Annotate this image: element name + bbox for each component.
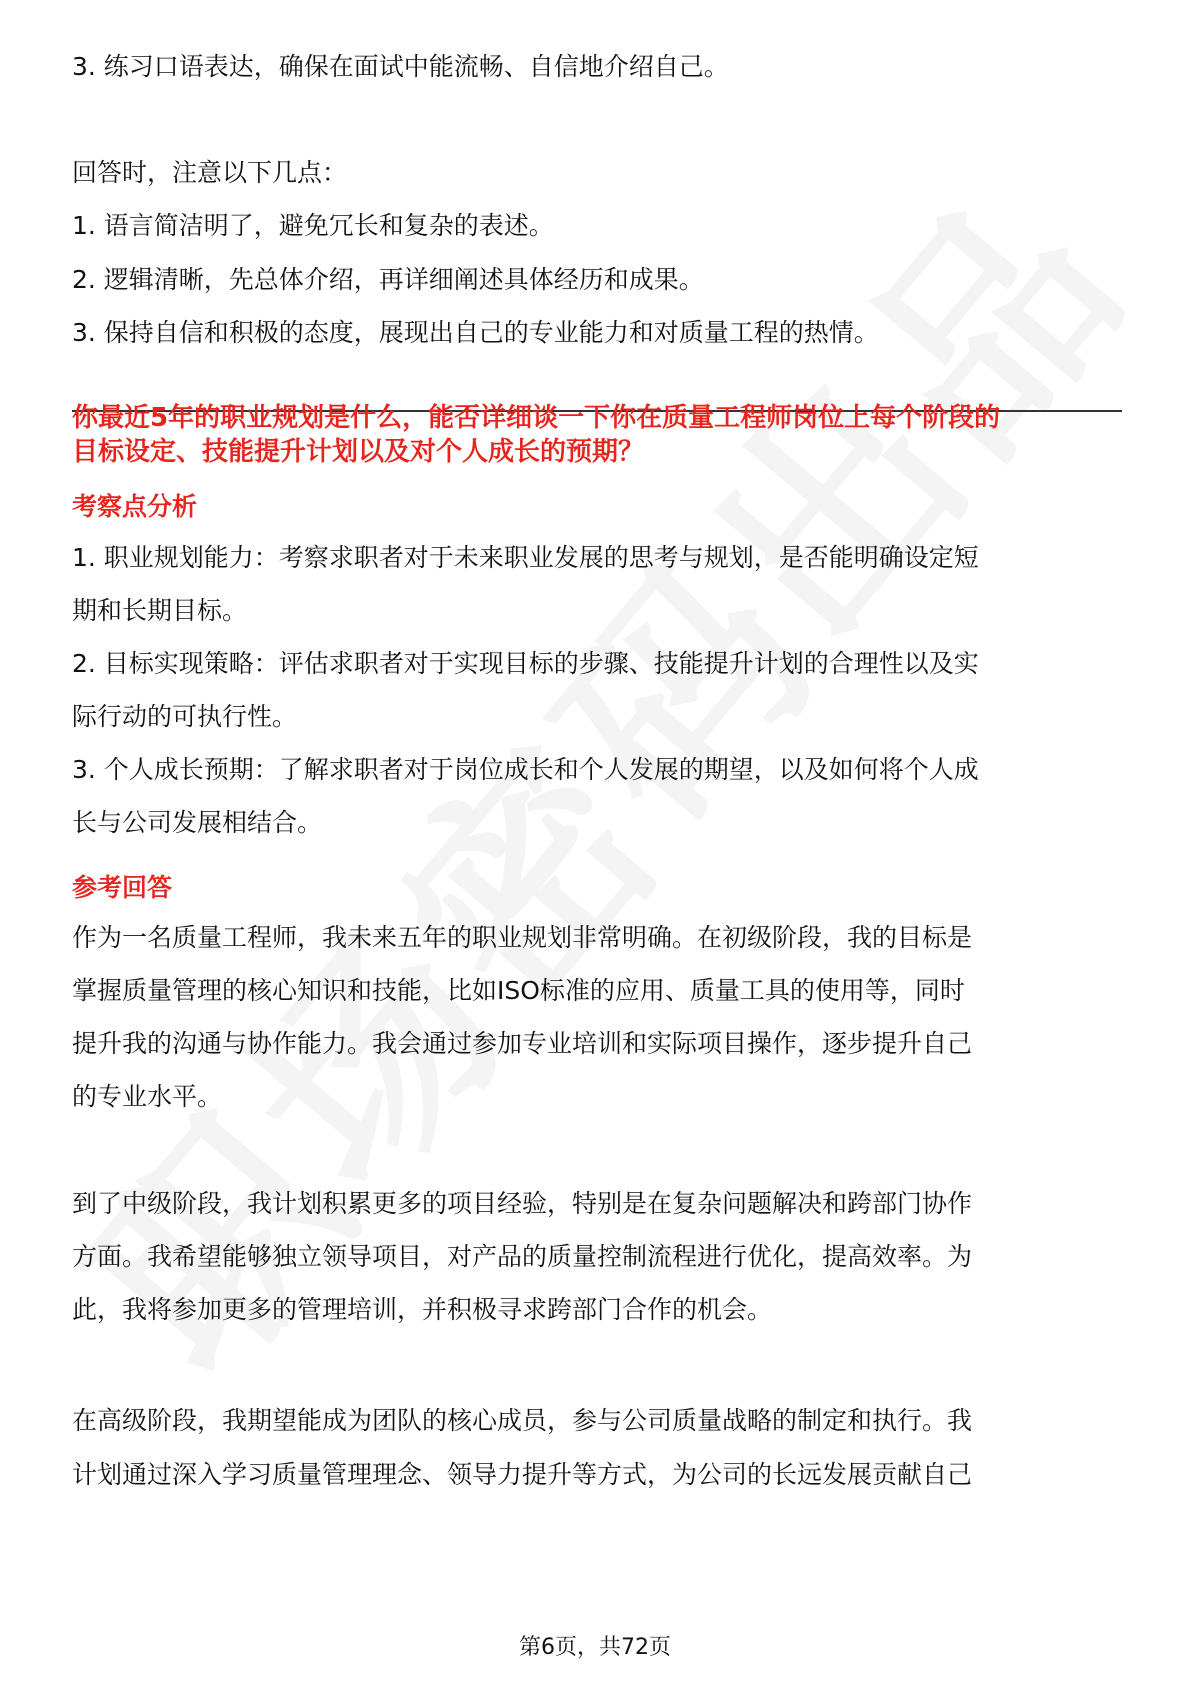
answer-line: 此，我将参加更多的管理培训，并积极寻求跨部门合作的机会。	[72, 1295, 773, 1324]
answer-line: 到了中级阶段，我计划积累更多的项目经验，特别是在复杂问题解决和跨部门协作	[72, 1189, 973, 1218]
answer-line: 计划通过深入学习质量管理理念、领导力提升等方式，为公司的长远发展贡献自己	[72, 1460, 973, 1489]
analysis-line: 1. 职业规划能力：考察求职者对于未来职业发展的思考与规划，是否能明确设定短	[72, 543, 979, 572]
tips-item: 1. 语言简洁明了，避免冗长和复杂的表述。	[72, 211, 554, 240]
analysis-line: 际行动的可执行性。	[72, 702, 298, 731]
analysis-line: 期和长期目标。	[72, 596, 248, 625]
tips-item: 3. 保持自信和积极的态度，展现出自己的专业能力和对质量工程的热情。	[72, 318, 879, 347]
tips-item: 2. 逻辑清晰，先总体介绍，再详细阐述具体经历和成果。	[72, 265, 704, 294]
question-line: 目标设定、技能提升计划以及对个人成长的预期？	[72, 437, 645, 467]
answer-line: 提升我的沟通与协作能力。我会通过参加专业培训和实际项目操作，逐步提升自己	[72, 1029, 973, 1058]
question-line: 你最近5年的职业规划是什么，能否详细谈一下你在质量工程师岗位上每个阶段的	[72, 403, 1001, 433]
page-number: 第6页，共72页	[519, 1635, 671, 1660]
analysis-heading: 考察点分析	[72, 492, 198, 521]
text-line: 3. 练习口语表达，确保在面试中能流畅、自信地介绍自己。	[72, 52, 729, 81]
analysis-line: 长与公司发展相结合。	[72, 808, 323, 837]
tips-intro: 回答时，注意以下几点：	[72, 158, 348, 187]
answer-heading: 参考回答	[72, 873, 173, 902]
answer-line: 掌握质量管理的核心知识和技能，比如ISO标准的应用、质量工具的使用等，同时	[72, 976, 965, 1005]
analysis-line: 2. 目标实现策略：评估求职者对于实现目标的步骤、技能提升计划的合理性以及实	[72, 649, 979, 678]
answer-line: 方面。我希望能够独立领导项目，对产品的质量控制流程进行优化，提高效率。为	[72, 1242, 973, 1271]
analysis-line: 3. 个人成长预期：了解求职者对于岗位成长和个人发展的期望，以及如何将个人成	[72, 755, 979, 784]
answer-line: 作为一名质量工程师，我未来五年的职业规划非常明确。在初级阶段，我的目标是	[72, 923, 973, 952]
answer-line: 的专业水平。	[72, 1082, 223, 1111]
answer-line: 在高级阶段，我期望能成为团队的核心成员，参与公司质量战略的制定和执行。我	[72, 1406, 973, 1435]
